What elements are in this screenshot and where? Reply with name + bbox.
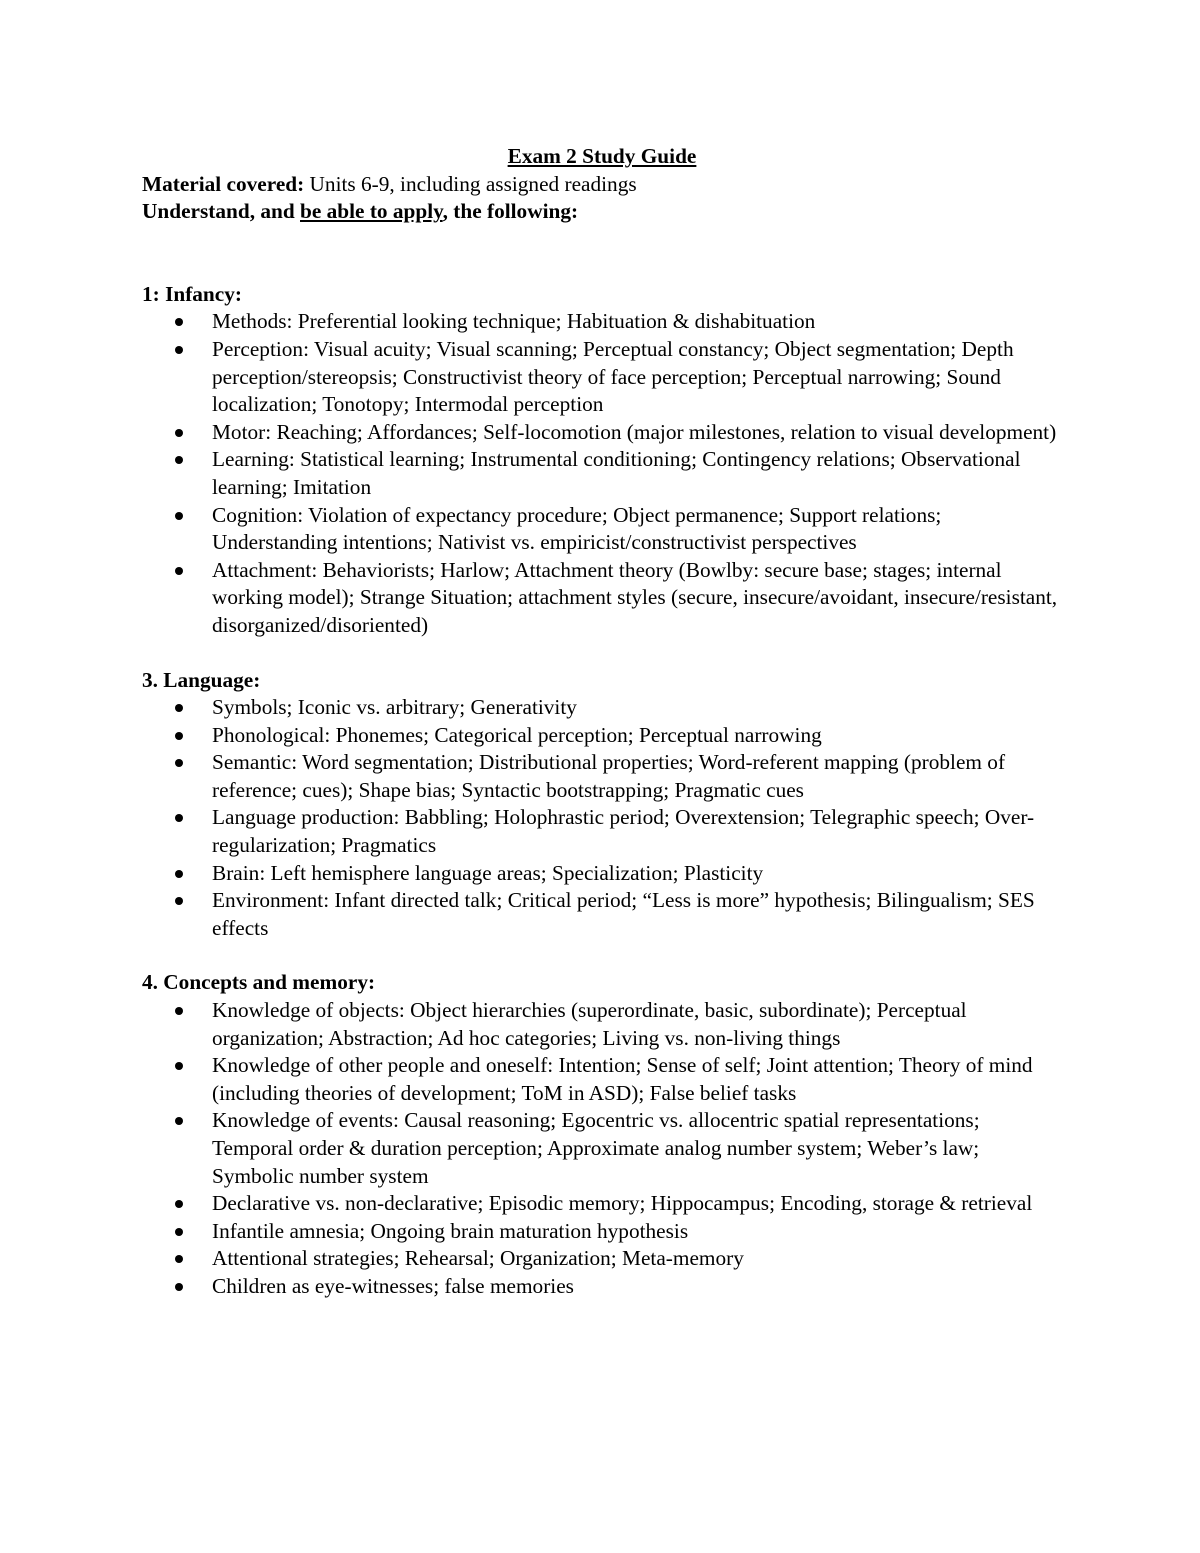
list-item (142, 804, 1062, 859)
list-item (142, 336, 1062, 419)
list-item-text: Knowledge of other people and oneself: Intention; Sense of self; Joint attention; Theory of mind (including theories of development; ToM in ASD); False belief tasks (212, 1053, 1033, 1105)
bullet-icon (175, 897, 183, 905)
bullet-list (142, 694, 1062, 942)
document-content (142, 143, 1062, 1301)
bullet-icon (175, 1200, 183, 1208)
bullet-icon (175, 704, 183, 712)
list-item-text: Methods: Preferential looking technique; Habituation & dishabituation (212, 309, 816, 334)
bullet-icon (175, 429, 183, 437)
bullet-icon (175, 759, 183, 767)
bullet-icon (175, 732, 183, 740)
bullet-list (142, 997, 1062, 1301)
list-item (142, 887, 1062, 942)
instructions-underlined: be able to apply (300, 199, 443, 224)
material-covered-label: Material covered: (142, 171, 305, 196)
bullet-icon (175, 814, 183, 822)
bullet-icon (175, 1117, 183, 1125)
page-title: Exam 2 Study Guide (507, 144, 697, 168)
list-item-text: Learning: Statistical learning; Instrumental conditioning; Contingency relations; Observational learning; Imitation (212, 447, 1021, 499)
bullet-list (142, 308, 1062, 639)
bullet-icon (175, 1007, 183, 1015)
instructions-line (142, 198, 1062, 226)
material-covered-line (142, 171, 1062, 199)
list-item (142, 502, 1062, 557)
bullet-icon (175, 870, 183, 878)
list-item (142, 1052, 1062, 1107)
list-item (142, 419, 1062, 447)
list-item-text: Motor: Reaching; Affordances; Self-locomotion (major milestones, relation to visual development) (212, 419, 1057, 444)
list-item-text: Brain: Left hemisphere language areas; Specialization; Plasticity (212, 860, 764, 885)
list-item (142, 1273, 1062, 1301)
list-item (142, 997, 1062, 1052)
section-infancy (142, 281, 1062, 640)
section-heading: 4. Concepts and memory: (142, 970, 376, 995)
list-item (142, 1245, 1062, 1273)
list-item-text: Phonological: Phonemes; Categorical perception; Perceptual narrowing (212, 722, 822, 747)
bullet-icon (175, 1283, 183, 1291)
bullet-icon (175, 1228, 183, 1236)
list-item (142, 1190, 1062, 1218)
list-item-text: Language production: Babbling; Holophrastic period; Overextension; Telegraphic speech; Over-regularization; Pragmatics (212, 805, 1035, 858)
section-heading: 3. Language: (142, 667, 261, 692)
list-item-text: Infantile amnesia; Ongoing brain maturation hypothesis (212, 1218, 689, 1243)
instructions-suffix: , the following: (442, 199, 579, 224)
list-item-text: Knowledge of objects: Object hierarchies (superordinate, basic, subordinate); Perceptual organization; Abstraction; Ad hoc categories; Living vs. non-living things (212, 998, 967, 1050)
list-item (142, 694, 1062, 722)
bullet-icon (175, 456, 183, 464)
bullet-icon (175, 567, 183, 575)
bullet-icon (175, 512, 183, 520)
list-item-text: Semantic: Word segmentation; Distributional properties; Word-referent mapping (problem of reference; cues); Shape bias; Syntactic bootstrapping; Pragmatic cues (212, 750, 1006, 802)
list-item (142, 749, 1062, 804)
list-item (142, 1107, 1062, 1190)
list-item-text: Knowledge of events: Causal reasoning; Egocentric vs. allocentric spatial representations; Temporal order & duration perception; Approximate analog number system; Weber’s law; Symbolic number system (212, 1108, 980, 1188)
bullet-icon (175, 1062, 183, 1070)
list-item-text: Declarative vs. non-declarative; Episodic memory; Hippocampus; Encoding, storage & retrieval (212, 1191, 1033, 1216)
list-item-text: Cognition: Violation of expectancy procedure; Object permanence; Support relations; Understanding intentions; Nativist vs. empiricist/constructivist perspectives (212, 502, 942, 555)
section-concepts-memory (142, 969, 1062, 1300)
list-item (142, 722, 1062, 750)
list-item (142, 860, 1062, 888)
list-item (142, 308, 1062, 336)
material-covered-value: Units 6-9, including assigned readings (304, 171, 637, 196)
list-item-text: Perception: Visual acuity; Visual scanning; Perceptual constancy; Object segmentation; Depth perception/stereopsis; Constructivist theory of face perception; Perceptual narrowing; Sound localization; Tonotopy; Intermodal perception (212, 336, 1014, 417)
list-item-text: Children as eye-witnesses; false memories (212, 1273, 574, 1298)
list-item-text: Symbols; Iconic vs. arbitrary; Generativity (212, 695, 577, 720)
list-item-text: Attachment: Behaviorists; Harlow; Attachment theory (Bowlby: secure base; stages; internal working model); Strange Situation; attachment styles (secure, insecure/avoidant, insecure/resistant, disorganized/disoriented) (212, 557, 1058, 637)
bullet-icon (175, 1255, 183, 1263)
list-item-text: Environment: Infant directed talk; Critical period; “Less is more” hypothesis; Bilingualism; SES effects (212, 888, 1035, 940)
bullet-icon (175, 346, 183, 354)
list-item (142, 1218, 1062, 1246)
instructions-prefix: Understand, and (142, 199, 301, 224)
list-item (142, 557, 1062, 640)
list-item (142, 446, 1062, 501)
bullet-icon (175, 318, 183, 326)
section-language (142, 667, 1062, 943)
list-item-text: Attentional strategies; Rehearsal; Organization; Meta-memory (212, 1246, 744, 1271)
section-heading: 1: Infancy: (142, 281, 242, 306)
